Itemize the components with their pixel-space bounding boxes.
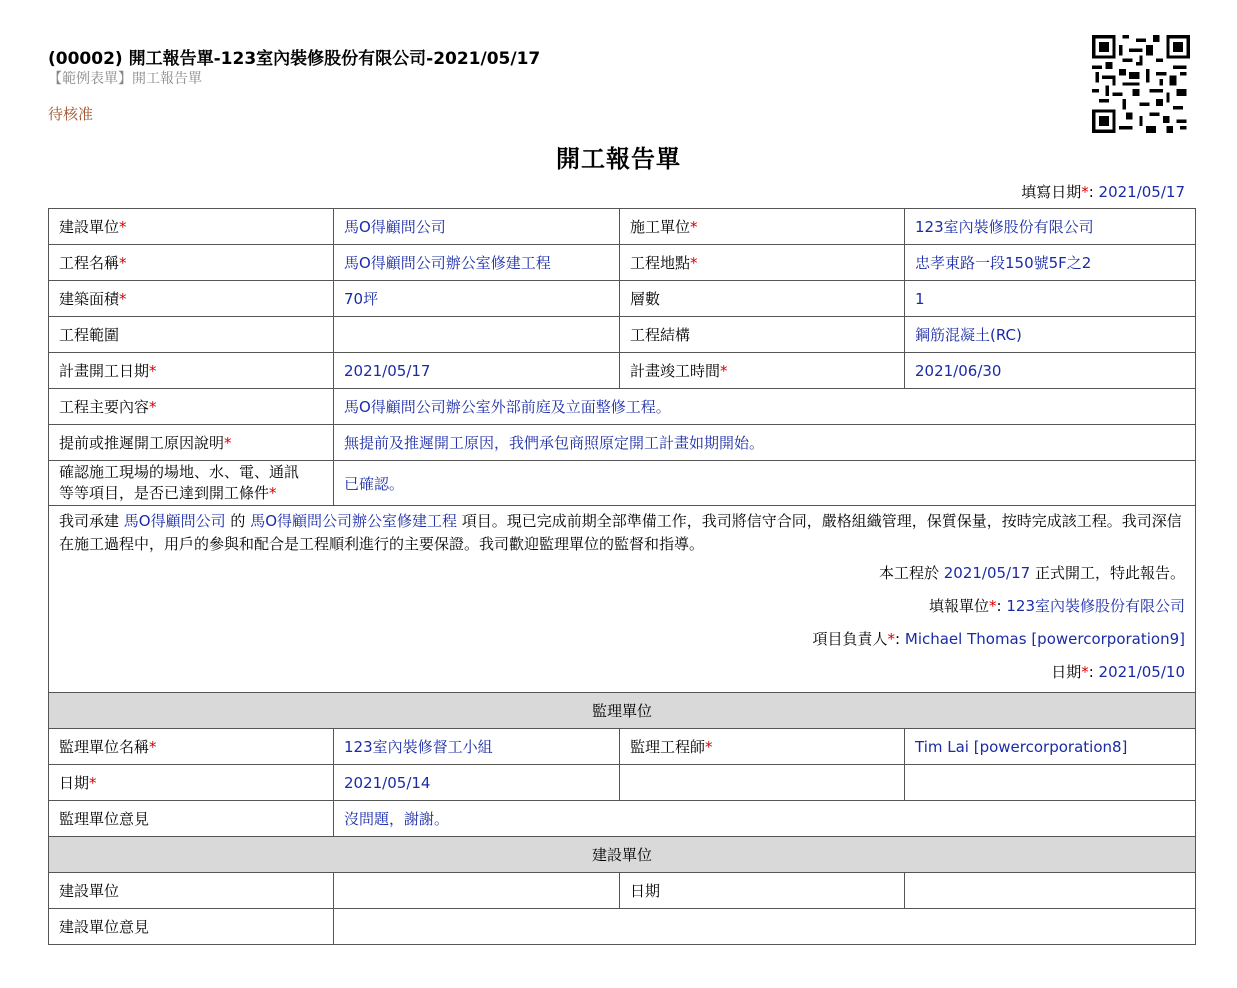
start-post: 正式開工，特此報告。 (1034, 564, 1185, 582)
content-value: 馬O得顧問公司辦公室外部前庭及立面整修工程。 (334, 389, 1196, 425)
supervision-name-label: 監理單位名稱 (59, 738, 150, 756)
table-row (49, 389, 1196, 425)
start-label: 計畫開工日期 (59, 362, 150, 380)
area-value: 70坪 (334, 281, 620, 317)
required-mark: * (149, 738, 157, 756)
required-mark: * (89, 774, 97, 792)
required-mark: * (119, 254, 127, 272)
supervision-opinion-label: 監理單位意見 (49, 801, 334, 837)
owner-opinion-label: 建設單位意見 (49, 909, 334, 945)
required-mark: * (1081, 183, 1089, 201)
statement-project: 馬O得顧問公司辦公室修建工程 (250, 512, 457, 530)
scope-value (334, 317, 620, 353)
start-statement (59, 562, 1185, 585)
owner-date-label: 日期 (620, 873, 905, 909)
required-mark: * (887, 630, 896, 648)
statement-text-3: 項目。現已完成前期全部準備工作，我司將信守合同，嚴格組織管理，保質保量，按時完成該工程。我司深信在施工過程中，用戶的參與和配合是工程順利進行的主要保證。我司歡迎監理單位的監督和指導。 (59, 512, 1182, 553)
scope-label: 工程範圍 (49, 317, 334, 353)
confirm-label-line2: 等等項目，是否已達到開工條件 (59, 484, 270, 502)
engineer-value: Tim Lai [powercorporation8] (905, 729, 1196, 765)
statement-text-1: 我司承建 (59, 512, 120, 530)
owner-date-value (905, 873, 1196, 909)
confirm-value: 已確認。 (334, 461, 1196, 506)
table-row (49, 461, 1196, 506)
area-label: 建築面積 (59, 290, 120, 308)
table-row (49, 909, 1196, 945)
table-row (49, 873, 1196, 909)
owner-section-header: 建設單位 (49, 837, 1196, 873)
manager-line: 項目負責人*: Michael Thomas [powercorporation9] (812, 630, 1185, 648)
required-mark: * (705, 738, 713, 756)
confirm-label-line1: 確認施工現場的場地、水、電、通訊 (59, 463, 300, 481)
contractor-value: 123室內裝修股份有限公司 (905, 209, 1196, 245)
owner-label: 建設單位 (59, 218, 120, 236)
table-row (49, 425, 1196, 461)
project-label: 工程名稱 (59, 254, 120, 272)
owner-unit-value (334, 873, 620, 909)
reason-label: 提前或推遲開工原因說明 (59, 434, 225, 452)
header-title: (00002) 開工報告單-123室內裝修股份有限公司-2021/05/17 (48, 49, 541, 69)
report-table (48, 208, 1196, 945)
area-label-cell (49, 281, 334, 317)
structure-label: 工程結構 (620, 317, 905, 353)
required-mark: * (149, 362, 157, 380)
required-mark: * (149, 398, 157, 416)
manager-value: Michael Thomas [powercorporation9] (904, 630, 1185, 648)
table-row (49, 837, 1196, 873)
reporter-line: 填報單位*: 123室內裝修股份有限公司 (929, 597, 1185, 615)
table-row (49, 506, 1196, 693)
location-label: 工程地點 (630, 254, 691, 272)
table-row (49, 281, 1196, 317)
header-subtitle: 【範例表單】開工報告單 (48, 71, 202, 87)
required-mark: * (690, 218, 698, 236)
content-label-cell (49, 389, 334, 425)
form-title: 開工報告單 (556, 145, 681, 173)
contractor-label-cell (620, 209, 905, 245)
owner-value: 馬O得顧問公司 (334, 209, 620, 245)
reporter-value: 123室內裝修股份有限公司 (1006, 597, 1185, 615)
supervision-date-value: 2021/05/14 (334, 765, 620, 801)
required-mark: * (119, 290, 127, 308)
empty-cell (620, 765, 905, 801)
required-mark: * (989, 597, 997, 615)
project-value: 馬O得顧問公司辦公室修建工程 (334, 245, 620, 281)
fill-date: 填寫日期*: 2021/05/17 (1021, 183, 1185, 201)
table-row (49, 801, 1196, 837)
required-mark: * (720, 362, 728, 380)
fill-date-label: 填寫日期 (1021, 183, 1082, 201)
required-mark: * (119, 218, 127, 236)
supervision-date-label-cell (49, 765, 334, 801)
start-label-cell (49, 353, 334, 389)
report-date-line: 日期*: 2021/05/10 (1051, 663, 1185, 681)
table-row (49, 317, 1196, 353)
project-label-cell (49, 245, 334, 281)
reporter-label: 填報單位 (929, 597, 990, 615)
owner-label-cell (49, 209, 334, 245)
statement-cell (49, 506, 1196, 693)
required-mark: * (224, 434, 232, 452)
report-date-label: 日期 (1051, 663, 1082, 681)
supervision-name-label-cell (49, 729, 334, 765)
location-value: 忠孝東路一段150號5F之2 (905, 245, 1196, 281)
table-row (49, 693, 1196, 729)
qr-code-icon (1092, 35, 1190, 133)
required-mark: * (269, 484, 277, 502)
status-badge: 待核准 (48, 105, 94, 123)
report-date-value: 2021/05/10 (1098, 663, 1185, 681)
location-label-cell (620, 245, 905, 281)
statement-owner: 馬O得顧問公司 (123, 512, 226, 530)
engineer-label: 監理工程師 (630, 738, 706, 756)
required-mark: * (690, 254, 698, 272)
reason-label-cell (49, 425, 334, 461)
floors-label: 層數 (620, 281, 905, 317)
statement-text-2: 的 (230, 512, 246, 530)
floors-value: 1 (905, 281, 1196, 317)
supervision-section-header: 監理單位 (49, 693, 1196, 729)
contractor-label: 施工單位 (630, 218, 691, 236)
table-row (49, 765, 1196, 801)
start-pre: 本工程於 (878, 564, 939, 582)
owner-opinion-value (334, 909, 1196, 945)
finish-label: 計畫竣工時間 (630, 362, 721, 380)
supervision-name-value: 123室內裝修督工小組 (334, 729, 620, 765)
empty-cell (905, 765, 1196, 801)
start-value: 2021/05/17 (334, 353, 620, 389)
engineer-label-cell (620, 729, 905, 765)
content-label: 工程主要內容 (59, 398, 150, 416)
owner-unit-label: 建設單位 (49, 873, 334, 909)
confirm-label-cell (49, 461, 334, 506)
statement-paragraph (59, 510, 1185, 556)
finish-value: 2021/06/30 (905, 353, 1196, 389)
table-row (49, 209, 1196, 245)
supervision-opinion-value: 沒問題，謝謝。 (334, 801, 1196, 837)
finish-label-cell (620, 353, 905, 389)
required-mark: * (1081, 663, 1089, 681)
start-date: 2021/05/17 (943, 564, 1031, 582)
reason-value: 無提前及推遲開工原因，我們承包商照原定開工計畫如期開始。 (334, 425, 1196, 461)
table-row (49, 245, 1196, 281)
structure-value: 鋼筋混凝土(RC) (905, 317, 1196, 353)
table-row (49, 353, 1196, 389)
manager-label: 項目負責人 (812, 630, 888, 648)
supervision-date-label: 日期 (59, 774, 90, 792)
fill-date-value: 2021/05/17 (1098, 183, 1185, 201)
table-row (49, 729, 1196, 765)
